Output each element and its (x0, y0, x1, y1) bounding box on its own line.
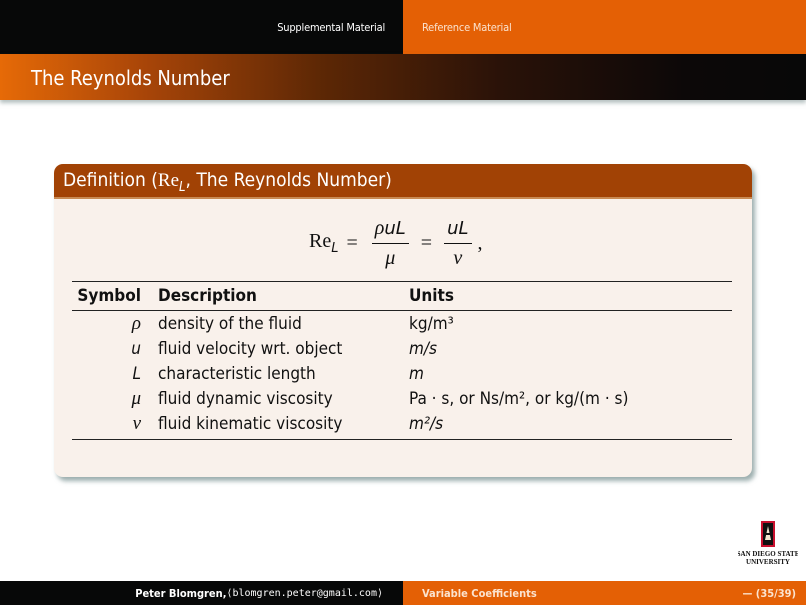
nav-section-reference[interactable] (403, 0, 806, 54)
row-symbol: μ (131, 387, 141, 409)
logo-line-2: UNIVERSITY (746, 558, 790, 566)
table-row (72, 336, 732, 361)
frame-title: The Reynolds Number (31, 66, 230, 90)
definition-label-rest: , The Reynolds Number) (185, 169, 392, 191)
fraction-2-denominator: ν (453, 246, 463, 269)
row-symbol: u (131, 338, 141, 359)
formula-lhs (309, 230, 338, 256)
table-header-row (72, 282, 732, 310)
fraction-2-numerator: uL (444, 215, 471, 244)
row-description: fluid dynamic viscosity (158, 388, 333, 409)
table-row (72, 386, 732, 411)
symbol-table (72, 281, 732, 440)
header-symbol: Symbol (77, 286, 141, 306)
row-units: m/s (409, 338, 438, 359)
header-units: Units (409, 286, 454, 306)
footer-author-name: Peter Blomgren, (135, 586, 227, 600)
row-units: m (409, 363, 424, 384)
table-row (72, 361, 732, 386)
formula-lhs-sub: L (331, 241, 339, 256)
footer-bar (0, 581, 806, 605)
formula-lhs-text: Re (309, 230, 332, 252)
row-units: m²/s (409, 413, 444, 434)
definition-block (54, 164, 752, 477)
footer-talk-title: Variable Coefficients (422, 586, 537, 600)
nav-section-supplemental-label[interactable]: Supplemental Material (277, 20, 385, 34)
row-description: characteristic length (158, 363, 316, 384)
header-description: Description (158, 286, 257, 306)
row-symbol: ν (132, 412, 141, 434)
footer-page-number: — (35/39) (742, 586, 796, 600)
sdsu-logo (738, 520, 798, 568)
formula-equals-2: = (420, 231, 433, 254)
nav-section-supplemental[interactable] (0, 0, 403, 54)
definition-symbol-sub: L (179, 179, 186, 195)
row-description: fluid kinematic viscosity (158, 413, 343, 434)
table-bottom-rule (72, 439, 732, 440)
table-row (72, 311, 732, 336)
row-units: kg/m³ (409, 313, 454, 334)
formula-trailing-comma: , (477, 231, 483, 254)
logo-line-1: SAN DIEGO STATE (738, 550, 798, 558)
reynolds-formula (309, 208, 483, 278)
formula-fraction-2 (444, 215, 471, 272)
definition-block-header (54, 164, 752, 199)
formula-equals-1: = (346, 231, 358, 254)
fraction-1-numerator (372, 214, 409, 244)
row-description: density of the fluid (158, 313, 302, 334)
nav-section-reference-label[interactable]: Reference Material (422, 20, 512, 34)
definition-title (63, 169, 392, 195)
fraction-1-numerator-text: uL (384, 218, 406, 239)
row-symbol: ρ (131, 312, 141, 334)
university-emblem-icon (738, 520, 798, 568)
row-description: fluid velocity wrt. object (158, 338, 343, 359)
fraction-1-denominator: μ (385, 247, 396, 269)
footer-right (403, 581, 806, 605)
definition-label: Definition ( (63, 169, 158, 191)
footer-email: ⟨blomgren.peter@gmail.com⟩ (226, 587, 383, 599)
section-navigation-bar (0, 0, 806, 54)
rho-symbol: ρ (374, 217, 385, 239)
row-units: Pa · s, or Ns/m², or kg/(m · s) (409, 388, 629, 409)
frame-title-bar (0, 54, 806, 100)
table-row (72, 411, 732, 436)
footer-author (0, 581, 403, 605)
formula-fraction-1 (372, 214, 409, 272)
row-symbol: L (132, 363, 141, 384)
definition-symbol: Re (157, 170, 179, 191)
